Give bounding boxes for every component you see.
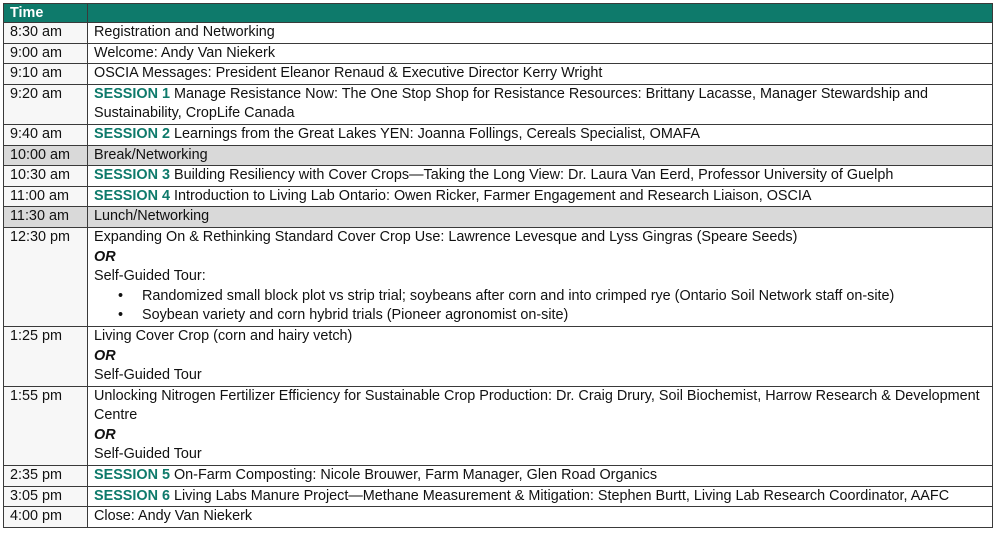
agenda-row <box>4 326 993 386</box>
agenda-row <box>4 166 993 187</box>
agenda-description <box>88 166 993 187</box>
session-label: SESSION 5 <box>94 467 170 484</box>
agenda-description <box>88 84 993 124</box>
agenda-time: 11:30 am <box>4 207 88 228</box>
agenda-time: 3:05 pm <box>4 486 88 507</box>
session-label: SESSION 2 <box>94 125 170 142</box>
agenda-description <box>88 186 993 207</box>
list-item <box>118 306 986 326</box>
agenda-time: 1:55 pm <box>4 386 88 465</box>
agenda-description: Lunch/Networking <box>88 207 993 228</box>
agenda-time: 11:00 am <box>4 186 88 207</box>
agenda-description: Close: Andy Van Niekerk <box>88 507 993 528</box>
agenda-row <box>4 486 993 507</box>
agenda-time: 1:25 pm <box>4 326 88 386</box>
list-item-text: Soybean variety and corn hybrid trials (Pioneer agronomist on-site) <box>142 307 569 324</box>
agenda-row <box>4 386 993 465</box>
agenda-description <box>88 466 993 487</box>
agenda-time: 10:00 am <box>4 145 88 166</box>
agenda-time: 9:40 am <box>4 124 88 145</box>
agenda-description <box>88 227 993 326</box>
agenda-description <box>88 326 993 386</box>
agenda-row <box>4 507 993 528</box>
agenda-row <box>4 186 993 207</box>
time-column-header: Time <box>4 4 88 23</box>
session-title: Learnings from the Great Lakes YEN: Joanna Follings, Cereals Specialist, OMAFA <box>173 125 701 142</box>
agenda-row <box>4 84 993 124</box>
agenda-time: 9:10 am <box>4 64 88 85</box>
agenda-description <box>88 386 993 465</box>
description-column-header <box>88 4 993 23</box>
agenda-row <box>4 227 993 326</box>
agenda-description <box>88 124 993 145</box>
session-label: SESSION 6 <box>94 487 170 504</box>
tour-bullet-list <box>94 287 986 326</box>
session-title: On-Farm Composting: Nicole Brouwer, Farm Manager, Glen Road Organics <box>173 467 658 484</box>
alternative-option: Self-Guided Tour <box>94 446 202 463</box>
agenda-row <box>4 466 993 487</box>
or-separator: OR <box>94 248 116 265</box>
lunch-row <box>4 207 993 228</box>
agenda-time: 8:30 am <box>4 23 88 44</box>
agenda-time: 12:30 pm <box>4 227 88 326</box>
agenda-description: Welcome: Andy Van Niekerk <box>88 43 993 64</box>
option-title: Unlocking Nitrogen Fertilizer Efficiency for Sustainable Crop Production: Dr. Craig Drury, Soil Biochemist, Harrow Research & Development Centre <box>94 387 980 424</box>
alternative-option: Self-Guided Tour: <box>94 268 206 285</box>
agenda-row <box>4 64 993 85</box>
agenda-time: 10:30 am <box>4 166 88 187</box>
agenda-table <box>3 3 993 528</box>
agenda-time: 9:20 am <box>4 84 88 124</box>
agenda-row <box>4 124 993 145</box>
bullet-icon: • <box>118 287 124 304</box>
agenda-row <box>4 23 993 44</box>
agenda-description: OSCIA Messages: President Eleanor Renaud & Executive Director Kerry Wright <box>88 64 993 85</box>
agenda-description <box>88 486 993 507</box>
agenda-time: 9:00 am <box>4 43 88 64</box>
agenda-description: Registration and Networking <box>88 23 993 44</box>
bullet-icon: • <box>118 307 124 324</box>
list-item-text: Randomized small block plot vs strip trial; soybeans after corn and into crimped rye (Ontario Soil Network staff on-site) <box>142 287 895 304</box>
or-separator: OR <box>94 426 116 443</box>
agenda-container <box>3 3 992 528</box>
session-title: Living Labs Manure Project—Methane Measurement & Mitigation: Stephen Burtt, Living Lab Research Coordinator, AAFC <box>173 487 950 504</box>
session-label: SESSION 1 <box>94 85 170 102</box>
session-label: SESSION 4 <box>94 187 170 204</box>
session-title: Building Resiliency with Cover Crops—Taking the Long View: Dr. Laura Van Eerd, Professor University of Guelph <box>173 167 894 184</box>
break-row <box>4 145 993 166</box>
option-title: Living Cover Crop (corn and hairy vetch) <box>94 327 353 344</box>
agenda-description: Break/Networking <box>88 145 993 166</box>
header-row <box>4 4 993 23</box>
agenda-row <box>4 43 993 64</box>
session-title: Introduction to Living Lab Ontario: Owen Ricker, Farmer Engagement and Research Liaison, OSCIA <box>173 187 812 204</box>
agenda-time: 2:35 pm <box>4 466 88 487</box>
session-label: SESSION 3 <box>94 167 170 184</box>
alternative-option: Self-Guided Tour <box>94 367 202 384</box>
list-item <box>118 287 986 307</box>
option-title: Expanding On & Rethinking Standard Cover Crop Use: Lawrence Levesque and Lyss Gingras (Speare Seeds) <box>94 228 798 245</box>
session-title: Manage Resistance Now: The One Stop Shop for Resistance Resources: Brittany Lacasse, Manager Stewardship and Sustainability, CropLife Canada <box>94 85 929 122</box>
or-separator: OR <box>94 347 116 364</box>
agenda-time: 4:00 pm <box>4 507 88 528</box>
